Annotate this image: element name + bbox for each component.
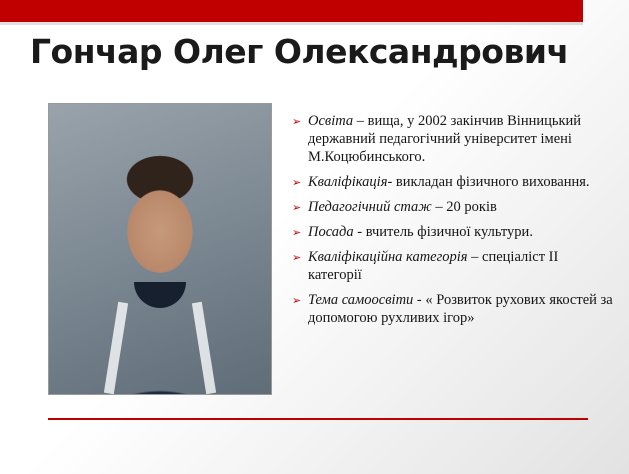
list-item [292,198,614,216]
list-item-text [308,173,614,191]
arrow-bullet-icon: ➢ [292,226,302,239]
list-item-lead: Педагогічний стаж [308,199,432,215]
list-item [292,112,614,166]
arrow-bullet-icon: ➢ [292,115,302,128]
list-item-lead: Тема самоосвіти [308,292,414,308]
list-item-lead: Посада [308,224,354,240]
page-title: Гончар Олег Олександрович [30,32,569,71]
list-item-rest: – 20 років [431,199,497,215]
arrow-bullet-icon: ➢ [292,176,302,189]
list-item-lead: Кваліфікація [308,174,388,190]
arrow-bullet-icon: ➢ [292,294,302,307]
list-item-rest: – вища, у 2002 закінчив Вінницький державний педагогічний університет імені М.Коцюбинського. [308,113,582,165]
list-item-text [308,198,614,216]
portrait-photo-image [49,104,271,394]
list-item-lead: Освіта [308,113,354,129]
portrait-photo [48,103,272,395]
list-item-rest: - « Розвиток рухових якостей за допомогою рухливих ігор» [308,292,613,326]
list-item-lead: Кваліфікаційна категорія [308,249,468,265]
list-item-text [308,291,614,327]
list-item [292,173,614,191]
arrow-bullet-icon: ➢ [292,201,302,214]
bullet-list [292,112,614,334]
list-item [292,248,614,284]
bottom-divider [48,418,588,420]
list-item-text [308,112,614,166]
top-red-banner [0,0,583,22]
top-banner-shadow [0,22,583,25]
arrow-bullet-icon: ➢ [292,251,302,264]
list-item-rest: - викладан фізичного виховання. [387,174,590,190]
list-item [292,223,614,241]
list-item-text [308,223,614,241]
list-item [292,291,614,327]
list-item-rest: - вчитель фізичної культури. [353,224,533,240]
list-item-text [308,248,614,284]
list-item-rest: – спеціаліст ІІ категорії [308,249,559,283]
